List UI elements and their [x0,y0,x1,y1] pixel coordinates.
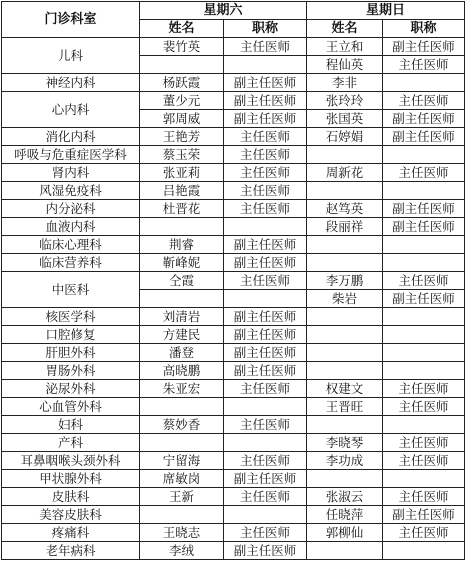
sat-name-cell: 朱亚宏 [140,380,224,398]
sun-title-cell [383,182,465,200]
table-row [2,344,465,362]
sat-title-header: 职称 [224,20,307,38]
department-cell: 疼痛科 [2,524,140,542]
sun-title-cell [383,146,465,164]
sat-name-cell: 张亚莉 [140,164,224,182]
table-row [2,506,465,524]
sun-title-cell: 主任医师 [383,398,465,416]
sat-title-cell: 主任医师 [224,146,307,164]
sat-name-cell: 杨跃霞 [140,74,224,92]
table-row [2,542,465,560]
sun-title-cell [383,74,465,92]
sun-title-header: 职称 [383,20,465,38]
sat-title-cell: 副主任医师 [224,362,307,380]
table-row [2,308,465,326]
sun-title-cell: 副主任医师 [383,218,465,236]
sun-name-cell [307,344,383,362]
clinic-schedule-table [1,1,465,560]
sun-name-cell: 赵笃英 [307,200,383,218]
table-row [2,146,465,164]
sat-name-cell: 刘清岩 [140,308,224,326]
department-cell: 心血管外科 [2,398,140,416]
sun-title-cell: 主任医师 [383,452,465,470]
department-cell: 血液内科 [2,218,140,236]
table-row [2,398,465,416]
department-cell: 美容皮肤科 [2,506,140,524]
sat-title-cell: 副主任医师 [224,308,307,326]
sat-name-cell [140,506,224,524]
sun-title-cell: 副主任医师 [383,128,465,146]
dept-column-header: 门诊科室 [2,2,140,38]
department-cell: 风湿免疫科 [2,182,140,200]
sat-title-cell [224,218,307,236]
department-cell: 妇科 [2,416,140,434]
sat-title-cell: 主任医师 [224,164,307,182]
sun-name-cell: 李非 [307,74,383,92]
table-row [2,452,465,470]
sun-title-cell: 主任医师 [383,56,465,74]
sat-name-cell: 李绒 [140,542,224,560]
sun-name-cell: 张玲玲 [307,92,383,110]
sun-name-cell: 李万鹏 [307,272,383,290]
sun-name-cell: 周新花 [307,164,383,182]
sat-title-cell [224,56,307,74]
sun-title-cell [383,326,465,344]
sun-name-cell [307,362,383,380]
sat-name-cell: 王艳芳 [140,128,224,146]
sat-title-cell: 主任医师 [224,272,307,290]
table-row [2,218,465,236]
sun-name-cell: 石婷娟 [307,128,383,146]
sun-name-cell [307,182,383,200]
sun-name-cell: 段丽祥 [307,218,383,236]
department-cell: 呼吸与危重症医学科 [2,146,140,164]
department-cell: 儿科 [2,38,140,74]
sat-title-cell [224,290,307,308]
department-cell: 内分泌科 [2,200,140,218]
table-row [2,272,465,290]
sun-name-cell: 王晋旺 [307,398,383,416]
sat-name-cell [140,398,224,416]
sat-name-cell: 仝霞 [140,272,224,290]
sun-name-cell: 柴岩 [307,290,383,308]
sat-title-cell: 副主任医师 [224,110,307,128]
sat-name-cell: 高晓鹏 [140,362,224,380]
sat-title-cell: 主任医师 [224,452,307,470]
table-row [2,326,465,344]
sun-name-cell [307,542,383,560]
sun-title-cell [383,254,465,272]
sat-name-cell: 董少元 [140,92,224,110]
sun-name-cell [307,326,383,344]
sun-name-cell [307,416,383,434]
sat-title-cell: 主任医师 [224,38,307,56]
sat-name-cell: 蔡玉荣 [140,146,224,164]
table-row [2,416,465,434]
department-cell: 胃肠外科 [2,362,140,380]
header-row-days [2,2,465,20]
department-cell: 临床心理科 [2,236,140,254]
sat-title-cell: 主任医师 [224,182,307,200]
sun-title-cell: 副主任医师 [383,38,465,56]
sat-title-cell: 主任医师 [224,488,307,506]
sat-name-cell: 裴竹英 [140,38,224,56]
department-cell: 心内科 [2,92,140,128]
sat-name-cell: 荆睿 [140,236,224,254]
sun-title-cell [383,416,465,434]
table-row [2,434,465,452]
sat-title-cell [224,398,307,416]
table-row [2,362,465,380]
department-cell: 口腔修复 [2,326,140,344]
sat-title-cell [224,434,307,452]
table-row [2,236,465,254]
sun-title-cell [383,236,465,254]
sunday-header: 星期日 [307,2,465,20]
sun-name-cell [307,146,383,164]
sun-title-cell: 主任医师 [383,524,465,542]
department-cell: 肝胆外科 [2,344,140,362]
table-row [2,92,465,110]
sun-name-header: 姓名 [307,20,383,38]
sat-name-cell: 靳峰妮 [140,254,224,272]
department-cell: 泌尿外科 [2,380,140,398]
sun-title-cell [383,542,465,560]
sun-name-cell: 任晓萍 [307,506,383,524]
sat-title-cell: 主任医师 [224,128,307,146]
sun-title-cell: 主任医师 [383,488,465,506]
sat-title-cell: 主任医师 [224,380,307,398]
sat-name-header: 姓名 [140,20,224,38]
table-row [2,164,465,182]
table-row [2,182,465,200]
sat-name-cell: 杜晋花 [140,200,224,218]
table-row [2,470,465,488]
schedule-wrapper [1,1,465,560]
sat-name-cell: 吕艳霞 [140,182,224,200]
table-row [2,38,465,56]
department-cell: 临床营养科 [2,254,140,272]
department-cell: 核医学科 [2,308,140,326]
sun-name-cell [307,308,383,326]
table-row [2,200,465,218]
sat-name-cell: 席敏岗 [140,470,224,488]
sun-name-cell: 李晓琴 [307,434,383,452]
sun-title-cell [383,308,465,326]
table-row [2,380,465,398]
sun-name-cell [307,470,383,488]
sun-name-cell: 张国英 [307,110,383,128]
sat-title-cell: 副主任医师 [224,344,307,362]
department-cell: 神经内科 [2,74,140,92]
sat-name-cell: 宁留海 [140,452,224,470]
sun-title-cell: 副主任医师 [383,200,465,218]
sat-title-cell: 主任医师 [224,416,307,434]
table-row [2,488,465,506]
sat-title-cell: 主任医师 [224,200,307,218]
saturday-header: 星期六 [140,2,307,20]
sun-title-cell: 副主任医师 [383,110,465,128]
sat-name-cell: 郭周威 [140,110,224,128]
sat-title-cell: 副主任医师 [224,326,307,344]
sat-title-cell: 副主任医师 [224,542,307,560]
sat-title-cell: 副主任医师 [224,92,307,110]
sun-title-cell: 主任医师 [383,434,465,452]
sun-title-cell [383,470,465,488]
sat-name-cell [140,56,224,74]
sun-title-cell: 主任医师 [383,164,465,182]
sun-name-cell: 李功成 [307,452,383,470]
sat-name-cell [140,218,224,236]
sat-title-cell: 副主任医师 [224,254,307,272]
sat-title-cell: 副主任医师 [224,74,307,92]
department-cell: 耳鼻咽喉头颈外科 [2,452,140,470]
sun-title-cell [383,344,465,362]
sun-title-cell: 主任医师 [383,92,465,110]
sun-name-cell: 权建文 [307,380,383,398]
department-cell: 甲状腺外科 [2,470,140,488]
department-cell: 产科 [2,434,140,452]
department-cell: 肾内科 [2,164,140,182]
sun-name-cell: 张淑云 [307,488,383,506]
sat-name-cell [140,290,224,308]
sat-title-cell: 主任医师 [224,524,307,542]
sat-name-cell: 潘登 [140,344,224,362]
sun-name-cell: 王立和 [307,38,383,56]
sat-title-cell [224,506,307,524]
sat-title-cell: 副主任医师 [224,236,307,254]
department-cell: 中医科 [2,272,140,308]
sun-title-cell: 副主任医师 [383,506,465,524]
sat-title-cell: 副主任医师 [224,470,307,488]
sat-name-cell: 王新 [140,488,224,506]
table-row [2,74,465,92]
sun-title-cell: 主任医师 [383,380,465,398]
table-row [2,254,465,272]
table-row [2,128,465,146]
department-cell: 老年病科 [2,542,140,560]
department-cell: 皮肤科 [2,488,140,506]
department-cell: 消化内科 [2,128,140,146]
sun-title-cell: 副主任医师 [383,290,465,308]
sun-title-cell [383,362,465,380]
table-row [2,524,465,542]
schedule-body [2,38,465,560]
sun-name-cell: 郭柳仙 [307,524,383,542]
sat-name-cell: 方建民 [140,326,224,344]
sun-title-cell: 主任医师 [383,272,465,290]
sat-name-cell [140,434,224,452]
sun-name-cell [307,254,383,272]
sat-name-cell: 王晓志 [140,524,224,542]
sun-name-cell [307,236,383,254]
sat-name-cell: 蔡妙香 [140,416,224,434]
sun-name-cell: 程仙英 [307,56,383,74]
